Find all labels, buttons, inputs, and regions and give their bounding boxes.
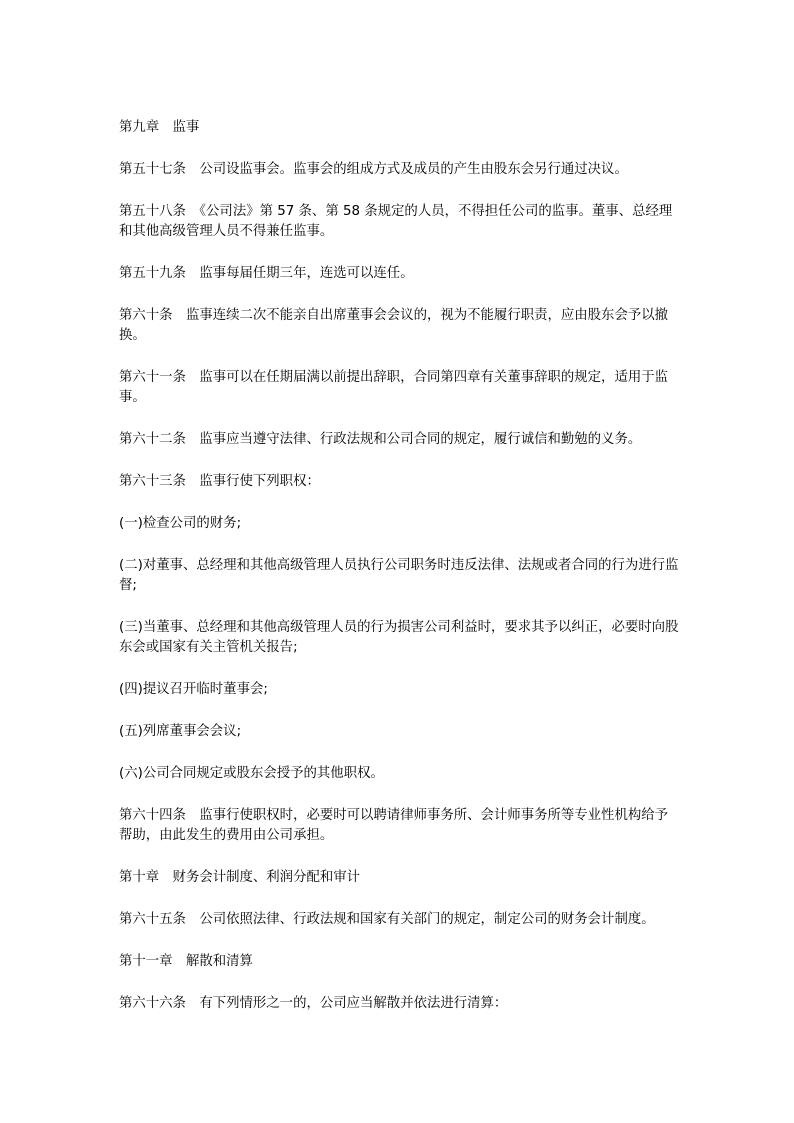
list-item: (四)提议召开临时董事会; bbox=[119, 682, 268, 697]
article-paragraph: 第六十四条 监事行使职权时，必要时可以聘请律师事务所、会计师事务所等专业性机构给予帮助，由此发生的费用由公司承担。 bbox=[119, 808, 669, 843]
chapter-heading: 第九章 监事 bbox=[119, 120, 200, 135]
list-item: (五)列席董事会会议; bbox=[119, 724, 242, 739]
chapter-heading: 第十章 财务会计制度、利润分配和审计 bbox=[119, 870, 361, 885]
list-item: (一)检查公司的财务; bbox=[119, 516, 242, 531]
article-paragraph: 第五十七条 公司设监事会。监事会的组成方式及成员的产生由股东会另行通过决议。 bbox=[119, 162, 628, 177]
article-paragraph: 第六十六条 有下列情形之一的，公司应当解散并依法进行清算： bbox=[119, 996, 508, 1011]
article-paragraph: 第六十三条 监事行使下列职权： bbox=[119, 474, 320, 489]
list-item: (三)当董事、总经理和其他高级管理人员的行为损害公司利益时，要求其予以纠正，必要时向股东会或国家有关主管机关报告; bbox=[119, 620, 679, 655]
article-paragraph: 第六十五条 公司依照法律、行政法规和国家有关部门的规定，制定公司的财务会计制度。 bbox=[119, 912, 655, 927]
article-paragraph: 第六十条 监事连续二次不能亲自出席董事会会议的，视为不能履行职责，应由股东会予以撤换。 bbox=[119, 308, 669, 343]
list-item: (六)公司合同规定或股东会授予的其他职权。 bbox=[119, 766, 384, 781]
article-paragraph: 第六十一条 监事可以在任期届满以前提出辞职，合同第四章有关董事辞职的规定，适用于监事。 bbox=[119, 370, 669, 405]
article-paragraph: 第六十二条 监事应当遵守法律、行政法规和公司合同的规定，履行诚信和勤勉的义务。 bbox=[119, 432, 642, 447]
document-body bbox=[119, 118, 679, 1036]
chapter-heading: 第十一章 解散和清算 bbox=[119, 954, 253, 969]
list-item: (二)对董事、总经理和其他高级管理人员执行公司职务时违反法律、法规或者合同的行为进行监督; bbox=[119, 558, 679, 593]
article-paragraph: 第五十八条 《公司法》第 57 条、第 58 条规定的人员，不得担任公司的监事。董事、总经理和其他高级管理人员不得兼任监事。 bbox=[119, 204, 673, 239]
article-paragraph: 第五十九条 监事每届任期三年，连选可以连任。 bbox=[119, 266, 414, 281]
